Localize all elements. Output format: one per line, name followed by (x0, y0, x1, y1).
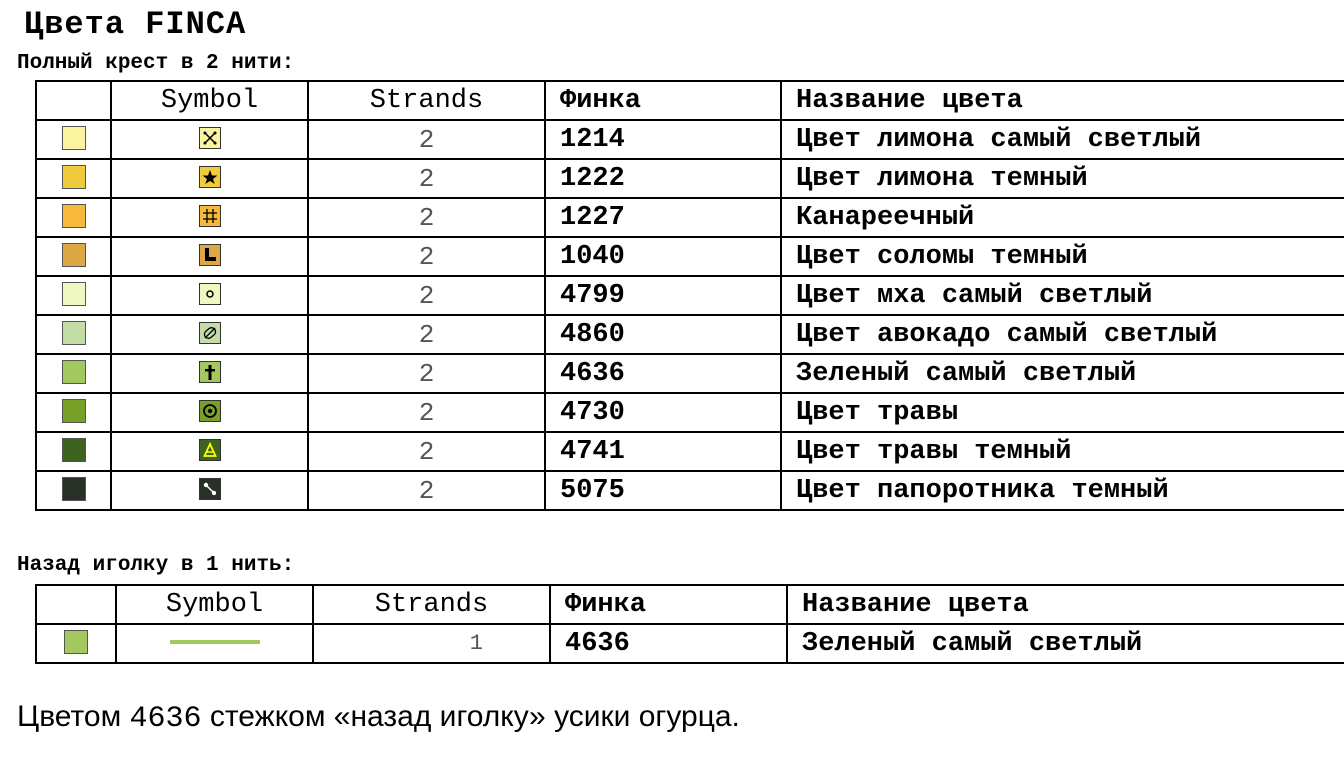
slash-oval-icon (199, 322, 221, 344)
color-name-cell: Зеленый самый светлый (781, 354, 1344, 393)
symbol-cell (111, 120, 308, 159)
table-row (36, 276, 1344, 315)
table-row (36, 315, 1344, 354)
symbol-cell (111, 471, 308, 510)
table-row (36, 432, 1344, 471)
color-swatch-cell (36, 120, 111, 159)
color-swatch (62, 399, 86, 423)
color-name-cell: Цвет травы темный (781, 432, 1344, 471)
symbol-cell (116, 624, 313, 663)
color-swatch-cell (36, 159, 111, 198)
color-swatch (62, 360, 86, 384)
section1-label: Полный крест в 2 нити: (17, 52, 295, 75)
finca-number-cell: 4636 (545, 354, 781, 393)
header-strands: Strands (313, 585, 550, 624)
color-swatch (62, 282, 86, 306)
hash-grid-icon (199, 205, 221, 227)
color-swatch-cell (36, 276, 111, 315)
color-swatch-cell (36, 624, 116, 663)
color-swatch (62, 126, 86, 150)
strands-cell: 2 (308, 432, 545, 471)
symbol-cell (111, 354, 308, 393)
strands-cell: 2 (308, 354, 545, 393)
table-header-row (36, 81, 1344, 120)
strands-cell: 2 (308, 315, 545, 354)
color-swatch (62, 165, 86, 189)
symbol-cell (111, 315, 308, 354)
strands-cell: 2 (308, 198, 545, 237)
table-row (36, 624, 1344, 663)
color-swatch-cell (36, 315, 111, 354)
cross-x-icon (199, 127, 221, 149)
color-name-cell: Цвет лимона самый светлый (781, 120, 1344, 159)
finca-number-cell: 5075 (545, 471, 781, 510)
strands-cell: 2 (308, 471, 545, 510)
header-strands: Strands (308, 81, 545, 120)
table-row (36, 120, 1344, 159)
finca-number-cell: 4730 (545, 393, 781, 432)
letter-l-icon (199, 244, 221, 266)
color-swatch (62, 477, 86, 501)
table-row (36, 471, 1344, 510)
color-swatch (62, 321, 86, 345)
footer-prefix: Цветом (17, 700, 130, 733)
header-symbol: Symbol (116, 585, 313, 624)
color-swatch-cell (36, 237, 111, 276)
small-circle-icon (199, 283, 221, 305)
color-swatch-cell (36, 471, 111, 510)
color-swatch-cell (36, 198, 111, 237)
color-swatch (62, 438, 86, 462)
strands-cell: 1 (313, 624, 550, 663)
finca-number-cell: 1214 (545, 120, 781, 159)
page-title: Цвета FINCA (24, 6, 247, 43)
color-name-cell: Цвет мха самый светлый (781, 276, 1344, 315)
symbol-cell (111, 159, 308, 198)
table-row (36, 159, 1344, 198)
strands-cell: 2 (308, 120, 545, 159)
connected-dots-icon (199, 478, 221, 500)
header-color-name: Название цвета (781, 81, 1344, 120)
finca-number-cell: 1222 (545, 159, 781, 198)
finca-number-cell: 1227 (545, 198, 781, 237)
color-name-cell: Цвет авокадо самый светлый (781, 315, 1344, 354)
finca-number-cell: 4860 (545, 315, 781, 354)
full-cross-table (35, 80, 1344, 511)
color-name-cell: Цвет папоротника темный (781, 471, 1344, 510)
finca-number-cell: 4636 (550, 624, 787, 663)
symbol-cell (111, 276, 308, 315)
header-finca: Финка (550, 585, 787, 624)
color-name-cell: Цвет лимона темный (781, 159, 1344, 198)
color-swatch-cell (36, 432, 111, 471)
symbol-cell (111, 393, 308, 432)
footer-suffix: стежком «назад иголку» усики огурца. (201, 700, 740, 733)
triangle-a-icon (199, 439, 221, 461)
header-symbol: Symbol (111, 81, 308, 120)
header-color-name: Название цвета (787, 585, 1344, 624)
symbol-cell (111, 432, 308, 471)
header-swatch (36, 585, 116, 624)
footer-note (17, 700, 740, 736)
color-swatch-cell (36, 393, 111, 432)
table-row (36, 354, 1344, 393)
finca-number-cell: 1040 (545, 237, 781, 276)
dagger-cross-icon (199, 361, 221, 383)
strands-cell: 2 (308, 237, 545, 276)
table-row (36, 393, 1344, 432)
table-header-row (36, 585, 1344, 624)
target-circle-icon (199, 400, 221, 422)
color-swatch (64, 630, 88, 654)
color-swatch (62, 204, 86, 228)
table-row (36, 237, 1344, 276)
finca-number-cell: 4741 (545, 432, 781, 471)
footer-number: 4636 (129, 702, 202, 736)
strands-cell: 2 (308, 159, 545, 198)
symbol-cell (111, 198, 308, 237)
color-name-cell: Зеленый самый светлый (787, 624, 1344, 663)
strands-cell: 2 (308, 393, 545, 432)
color-name-cell: Цвет соломы темный (781, 237, 1344, 276)
table-row (36, 198, 1344, 237)
color-name-cell: Канареечный (781, 198, 1344, 237)
color-swatch (62, 243, 86, 267)
header-finca: Финка (545, 81, 781, 120)
backstitch-line-icon (170, 640, 260, 644)
star-icon (199, 166, 221, 188)
symbol-cell (111, 237, 308, 276)
color-swatch-cell (36, 354, 111, 393)
header-swatch (36, 81, 111, 120)
section2-label: Назад иголку в 1 нить: (17, 554, 295, 577)
strands-cell: 2 (308, 276, 545, 315)
color-name-cell: Цвет травы (781, 393, 1344, 432)
finca-number-cell: 4799 (545, 276, 781, 315)
backstitch-table (35, 584, 1344, 664)
